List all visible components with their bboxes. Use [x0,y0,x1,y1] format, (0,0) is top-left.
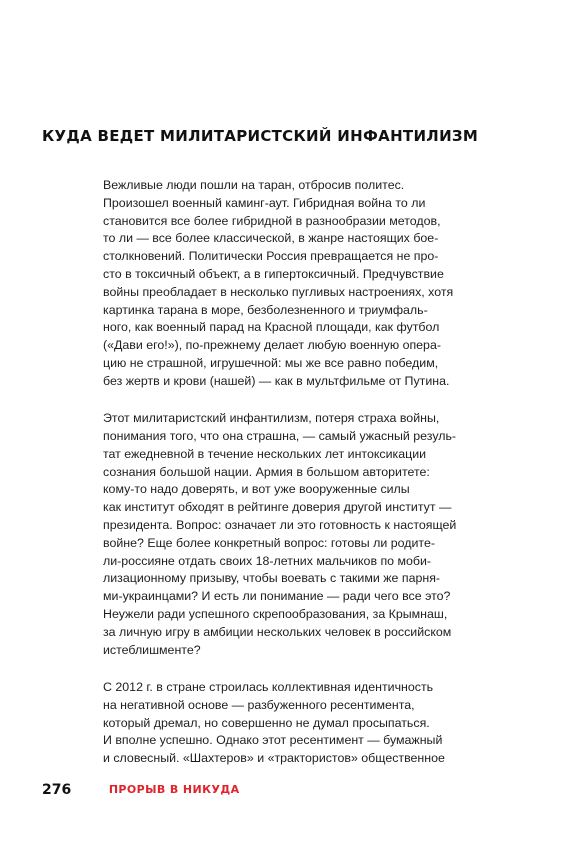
page-number: 276 [42,781,72,798]
text-line: Неужели ради успешного скрепообразования, за Крымнаш, [103,606,448,621]
section-heading: КУДА ВЕДЕТ МИЛИТАРИСТСКИЙ ИНФАНТИЛИЗМ [42,127,479,145]
text-line: то ли — все более классической, в жанре настоящих бое- [103,231,439,246]
body-text [103,177,503,787]
text-line: («Дави его!»), по-прежнему делает любую военную опера- [103,338,441,353]
paragraph-3 [103,679,503,768]
book-title: ПРОРЫВ В НИКУДА [108,783,240,796]
text-line: сознания большой нации. Армия в большом авторитете: [103,464,430,479]
text-line: который дремал, но совершенно не думал просыпаться. [103,715,430,730]
text-line: ми-украинцами? И есть ли понимание — ради чего все это? [103,589,451,604]
text-line: становится все более гибридной в разнообразии методов, [103,213,441,228]
paragraph-2 [103,410,503,659]
text-line: ли-россияне отдать своих 18-летних мальчиков по моби- [103,553,432,568]
text-line: истеблишменте? [103,642,201,657]
text-line: тат ежедневной в течение нескольких лет интоксикации [103,446,427,461]
text-line: С 2012 г. в стране строилась коллективная идентичность [103,679,434,694]
text-line: Этот милитаристский инфантилизм, потеря страха войны, [103,411,440,426]
text-line: на негативной основе — разбуженного ресентимента, [103,697,415,712]
text-line: войне? Еще более конкретный вопрос: готовы ли родите- [103,535,435,550]
text-line: сто в токсичный объект, а в гипертоксичный. Предчувствие [103,266,444,281]
text-line: президента. Вопрос: означает ли это готовность к настоящей [103,517,457,532]
text-line: без жертв и крови (нашей) — как в мультфильме от Путина. [103,373,450,388]
text-line: Произошел военный каминг-аут. Гибридная война то ли [103,195,426,210]
text-line: И вполне успешно. Однако этот ресентимент — бумажный [103,733,443,748]
text-line: как институт обходят в рейтинге доверия другой институт — [103,500,452,515]
text-line: ного, как военный парад на Красной площади, как футбол [103,320,440,335]
text-line: за личную игру в амбиции нескольких человек в российском [103,624,452,639]
paragraph-1 [103,177,503,391]
text-line: картинка тарана в море, безболезненного и триумфаль- [103,302,428,317]
text-line: Вежливые люди пошли на таран, отбросив политес. [103,178,405,192]
text-line: лизационному призыву, чтобы воевать с такими же парня- [103,571,441,586]
text-line: понимания того, что она страшна, — самый ужасный резуль- [103,428,457,443]
page-footer [42,779,240,799]
text-line: войны преобладает в несколько пугливых настроениях, хотя [103,284,454,299]
text-line: столкновений. Политически Россия превращается не про- [103,249,439,264]
text-line: кому-то надо доверять, и вот уже вооруженные силы [103,482,410,497]
text-line: цию не страшной, игрушечной: мы же все равно победим, [103,355,439,370]
text-line: и словесный. «Шахтеров» и «трактористов» общественное [103,751,445,766]
